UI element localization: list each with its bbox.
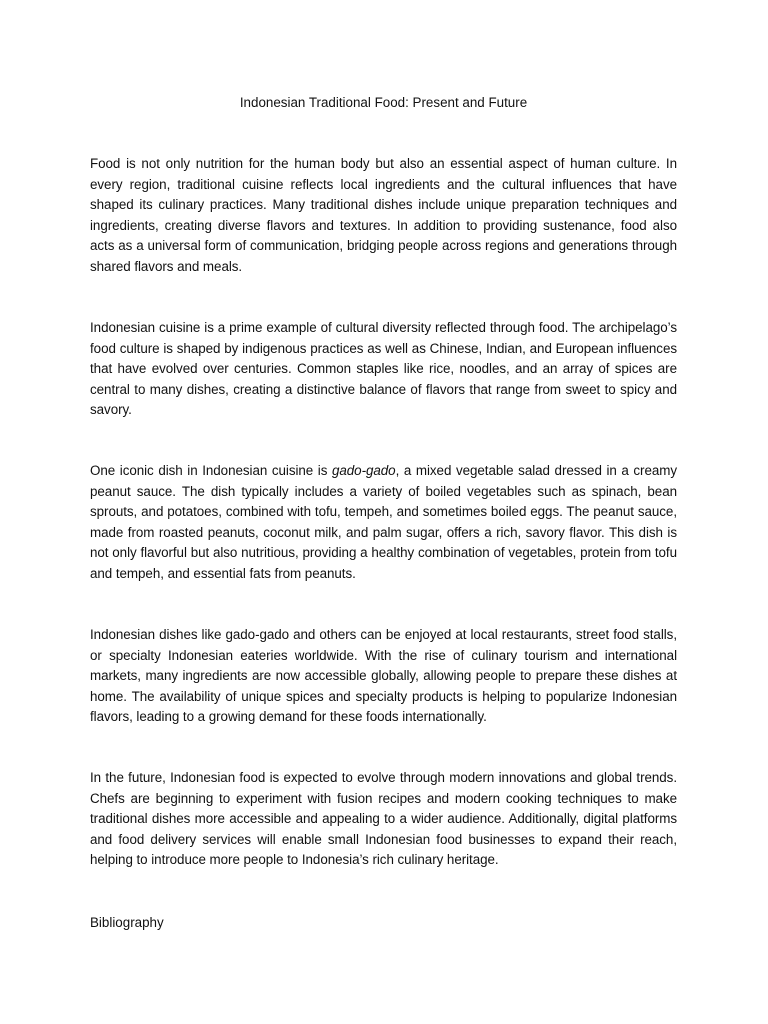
paragraph-future: In the future, Indonesian food is expected to evolve through modern innovations and global trends. Chefs are beginning to experiment with fusion recipes and modern cooking techniques to make traditional dishes more accessible and appealing to a wider audience. Additionally, digital platforms and food delivery services will enable small Indonesian food businesses to expand their reach, helping to introduce more people to Indonesia’s rich culinary heritage. xyxy=(90,770,677,868)
paragraph-gado-gado xyxy=(90,461,677,585)
bibliography-heading: Bibliography xyxy=(90,915,164,930)
paragraph-availability: Indonesian dishes like gado-gado and others can be enjoyed at local restaurants, street food stalls, or specialty Indonesian eateries worldwide. With the rise of culinary tourism and international markets, many ingredients are now accessible globally, allowing people to prepare these dishes at home. The availability of unique spices and specialty products is helping to popularize Indonesian flavors, leading to a growing demand for these foods internationally. xyxy=(90,627,677,725)
paragraph-gado-gado-rest: , a mixed vegetable salad dressed in a creamy peanut sauce. The dish typically includes a variety of boiled vegetables such as spinach, bean sprouts, and potatoes, combined with tofu, tempeh, and sometimes boiled eggs. The peanut sauce, made from roasted peanuts, coconut milk, and palm sugar, offers a rich, savory flavor. This dish is not only flavorful but also nutritious, providing a healthy combination of vegetables, protein from tofu and tempeh, and essential fats from peanuts. xyxy=(90,463,677,581)
document-title: Indonesian Traditional Food: Present and Future xyxy=(239,95,528,110)
paragraph-intro: Food is not only nutrition for the human body but also an essential aspect of human culture. In every region, traditional cuisine reflects local ingredients and the cultural influences that have shaped its culinary practices. Many traditional dishes include unique preparation techniques and ingredients, creating diverse flavors and textures. In addition to providing sustenance, food also acts as a universal form of communication, bridging people across regions and generations through shared flavors and meals. xyxy=(90,156,677,274)
paragraph-gado-gado-lead: One iconic dish in Indonesian cuisine is xyxy=(90,463,332,478)
paragraph-cultural-diversity: Indonesian cuisine is a prime example of cultural diversity reflected through food. The archipelago’s food culture is shaped by indigenous practices as well as Chinese, Indian, and European influences that have evolved over centuries. Common staples like rice, noodles, and an array of spices are central to many dishes, creating a distinctive balance of flavors that range from sweet to spicy and savory. xyxy=(90,320,677,418)
dish-name-emphasis: gado-gado xyxy=(331,463,396,478)
